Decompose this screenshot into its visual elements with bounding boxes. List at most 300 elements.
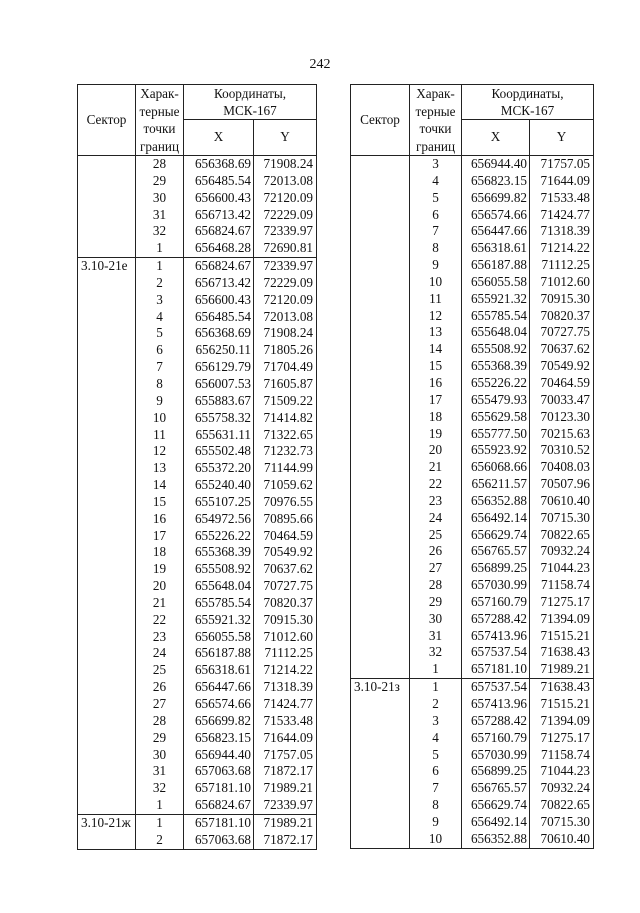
y-coordinate-cell: 71424.77 (254, 696, 317, 713)
x-coordinate-cell: 655648.04 (184, 578, 254, 595)
x-coordinate-cell: 657030.99 (462, 747, 530, 764)
x-coordinate-cell: 655107.25 (184, 494, 254, 511)
y-coordinate-cell: 70932.24 (530, 780, 594, 797)
table-row (78, 325, 317, 342)
header-y: Y (530, 120, 594, 156)
sector-cell (78, 207, 136, 224)
x-coordinate-cell: 655226.22 (184, 528, 254, 545)
table-row (351, 257, 594, 274)
sector-cell (78, 309, 136, 326)
header-coordinates (462, 85, 594, 120)
table-row (78, 679, 317, 696)
table-row (351, 577, 594, 594)
sector-cell (78, 443, 136, 460)
point-number-cell: 4 (136, 309, 184, 326)
y-coordinate-cell: 71515.21 (530, 696, 594, 713)
sector-cell (351, 341, 410, 358)
y-coordinate-cell: 70715.30 (530, 510, 594, 527)
y-coordinate-cell: 72013.08 (254, 309, 317, 326)
point-number-cell: 13 (136, 460, 184, 477)
table-row (351, 644, 594, 661)
sector-cell (351, 730, 410, 747)
point-number-cell: 21 (410, 459, 462, 476)
sector-cell (78, 679, 136, 696)
point-number-cell: 25 (136, 662, 184, 679)
header-boundary-points (136, 85, 184, 156)
point-number-cell: 11 (136, 427, 184, 444)
header-sector: Сектор (78, 85, 136, 156)
x-coordinate-cell: 655923.92 (462, 442, 530, 459)
sector-cell (78, 173, 136, 190)
sector-cell (78, 662, 136, 679)
y-coordinate-cell: 70637.62 (530, 341, 594, 358)
y-coordinate-cell: 71322.65 (254, 427, 317, 444)
table-row (78, 645, 317, 662)
point-number-cell: 15 (136, 494, 184, 511)
y-coordinate-cell: 71805.26 (254, 342, 317, 359)
x-coordinate-cell: 654972.56 (184, 511, 254, 528)
y-coordinate-cell: 72013.08 (254, 173, 317, 190)
table-row (78, 814, 317, 831)
sector-cell (78, 275, 136, 292)
sector-cell (351, 207, 410, 224)
x-coordinate-cell: 656211.57 (462, 476, 530, 493)
sector-cell (78, 578, 136, 595)
x-coordinate-cell: 656899.25 (462, 560, 530, 577)
sector-cell (351, 527, 410, 544)
sector-cell (351, 780, 410, 797)
point-number-cell: 3 (410, 156, 462, 173)
x-coordinate-cell: 656368.69 (184, 156, 254, 173)
table-row (78, 544, 317, 561)
sector-cell (78, 494, 136, 511)
point-number-cell: 7 (410, 780, 462, 797)
point-number-cell: 6 (410, 207, 462, 224)
x-coordinate-cell: 656352.88 (462, 831, 530, 848)
sector-cell (78, 696, 136, 713)
y-coordinate-cell: 71318.39 (530, 223, 594, 240)
point-number-cell: 30 (136, 190, 184, 207)
header-points-line: границ (415, 138, 456, 154)
point-number-cell: 18 (410, 409, 462, 426)
table-row (351, 611, 594, 628)
x-coordinate-cell: 657160.79 (462, 730, 530, 747)
table-row (351, 190, 594, 207)
sector-cell (351, 644, 410, 661)
header-points-line: точки (419, 121, 452, 136)
sector-cell (78, 477, 136, 494)
y-coordinate-cell: 70610.40 (530, 493, 594, 510)
table-row (351, 156, 594, 173)
header-coordinates-line: Координаты, (213, 86, 286, 101)
sector-cell (351, 763, 410, 780)
x-coordinate-cell: 657063.68 (184, 763, 254, 780)
x-coordinate-cell: 655368.39 (184, 544, 254, 561)
table-row (78, 443, 317, 460)
point-number-cell: 9 (136, 393, 184, 410)
sector-cell (78, 544, 136, 561)
sector-cell (78, 797, 136, 814)
point-number-cell: 22 (136, 612, 184, 629)
x-coordinate-cell: 657288.42 (462, 713, 530, 730)
y-coordinate-cell: 71989.21 (530, 661, 594, 678)
point-number-cell: 32 (136, 780, 184, 797)
point-number-cell: 15 (410, 358, 462, 375)
header-coordinates-line: Координаты, (491, 86, 564, 101)
y-coordinate-cell: 70727.75 (254, 578, 317, 595)
x-coordinate-cell: 656574.66 (184, 696, 254, 713)
point-number-cell: 1 (136, 258, 184, 275)
point-number-cell: 18 (136, 544, 184, 561)
table-row (351, 493, 594, 510)
point-number-cell: 10 (410, 274, 462, 291)
point-number-cell: 17 (410, 392, 462, 409)
sector-cell (351, 409, 410, 426)
y-coordinate-cell: 71044.23 (530, 763, 594, 780)
y-coordinate-cell: 72339.97 (254, 258, 317, 275)
x-coordinate-cell: 656187.88 (184, 645, 254, 662)
y-coordinate-cell: 71908.24 (254, 325, 317, 342)
x-coordinate-cell: 657413.96 (462, 628, 530, 645)
sector-cell (351, 713, 410, 730)
table-row (78, 629, 317, 646)
x-coordinate-cell: 655921.32 (184, 612, 254, 629)
x-coordinate-cell: 656824.67 (184, 258, 254, 275)
sector-cell (351, 223, 410, 240)
table-row (78, 797, 317, 814)
x-coordinate-cell: 655785.54 (184, 595, 254, 612)
sector-cell (78, 240, 136, 257)
sector-cell (78, 342, 136, 359)
table-row (78, 832, 317, 849)
header-coordinates (184, 85, 317, 120)
table-row (78, 342, 317, 359)
header-x: X (462, 120, 530, 156)
sector-cell (351, 543, 410, 560)
y-coordinate-cell: 71158.74 (530, 747, 594, 764)
y-coordinate-cell: 71704.49 (254, 359, 317, 376)
x-coordinate-cell: 656600.43 (184, 292, 254, 309)
sector-cell (351, 358, 410, 375)
x-coordinate-cell: 656468.28 (184, 240, 254, 257)
x-coordinate-cell: 656944.40 (184, 747, 254, 764)
point-number-cell: 28 (136, 156, 184, 173)
sector-cell (78, 645, 136, 662)
point-number-cell: 30 (410, 611, 462, 628)
sector-cell (351, 696, 410, 713)
y-coordinate-cell: 70976.55 (254, 494, 317, 511)
sector-cell: 3.10-21ж (78, 814, 136, 831)
point-number-cell: 10 (410, 831, 462, 848)
y-coordinate-cell: 71214.22 (254, 662, 317, 679)
point-number-cell: 3 (136, 292, 184, 309)
point-number-cell: 31 (410, 628, 462, 645)
point-number-cell: 11 (410, 291, 462, 308)
point-number-cell: 1 (410, 661, 462, 678)
y-coordinate-cell: 70822.65 (530, 527, 594, 544)
table-row (78, 696, 317, 713)
header-coordinates-line: МСК-167 (223, 103, 277, 118)
x-coordinate-cell: 656068.66 (462, 459, 530, 476)
table-row (78, 393, 317, 410)
x-coordinate-cell: 656823.15 (184, 730, 254, 747)
point-number-cell: 23 (410, 493, 462, 510)
x-coordinate-cell: 656824.67 (184, 797, 254, 814)
sector-cell (78, 359, 136, 376)
x-coordinate-cell: 656600.43 (184, 190, 254, 207)
sector-cell (78, 528, 136, 545)
table-row (351, 543, 594, 560)
sector-cell (78, 713, 136, 730)
table-row (351, 375, 594, 392)
table-row (78, 309, 317, 326)
point-number-cell: 5 (136, 325, 184, 342)
y-coordinate-cell: 70549.92 (530, 358, 594, 375)
y-coordinate-cell: 71012.60 (254, 629, 317, 646)
y-coordinate-cell: 70610.40 (530, 831, 594, 848)
y-coordinate-cell: 71144.99 (254, 460, 317, 477)
point-number-cell: 1 (136, 240, 184, 257)
point-number-cell: 27 (410, 560, 462, 577)
table-row (78, 207, 317, 224)
table-row (351, 341, 594, 358)
sector-cell (351, 173, 410, 190)
header-points-line: границ (139, 138, 180, 154)
table-row (78, 190, 317, 207)
y-coordinate-cell: 70895.66 (254, 511, 317, 528)
y-coordinate-cell: 71638.43 (530, 644, 594, 661)
y-coordinate-cell: 70820.37 (254, 595, 317, 612)
sector-cell (78, 595, 136, 612)
x-coordinate-cell: 656129.79 (184, 359, 254, 376)
table-row (351, 527, 594, 544)
y-coordinate-cell: 72339.97 (254, 223, 317, 240)
x-coordinate-cell: 657160.79 (462, 594, 530, 611)
x-coordinate-cell: 656699.82 (462, 190, 530, 207)
sector-cell (351, 814, 410, 831)
y-coordinate-cell: 71644.09 (254, 730, 317, 747)
x-coordinate-cell: 655240.40 (184, 477, 254, 494)
point-number-cell: 30 (136, 747, 184, 764)
table-row (78, 511, 317, 528)
point-number-cell: 28 (410, 577, 462, 594)
y-coordinate-cell: 71044.23 (530, 560, 594, 577)
table-row (78, 156, 317, 173)
y-coordinate-cell: 70822.65 (530, 797, 594, 814)
table-row (78, 763, 317, 780)
x-coordinate-cell: 656629.74 (462, 527, 530, 544)
table-row (351, 291, 594, 308)
y-coordinate-cell: 70123.30 (530, 409, 594, 426)
y-coordinate-cell: 70915.30 (530, 291, 594, 308)
header-points-line: Харак- (140, 86, 179, 101)
sector-cell (351, 426, 410, 443)
point-number-cell: 12 (136, 443, 184, 460)
table-row (351, 308, 594, 325)
point-number-cell: 1 (136, 797, 184, 814)
sector-cell (351, 476, 410, 493)
table-row (78, 427, 317, 444)
x-coordinate-cell: 655883.67 (184, 393, 254, 410)
table-row (351, 426, 594, 443)
y-coordinate-cell: 71605.87 (254, 376, 317, 393)
y-coordinate-cell: 71509.22 (254, 393, 317, 410)
table-row (78, 410, 317, 427)
header-points-line: Харак- (416, 86, 455, 101)
point-number-cell: 9 (410, 257, 462, 274)
x-coordinate-cell: 657537.54 (462, 679, 530, 696)
x-coordinate-cell: 656318.61 (184, 662, 254, 679)
x-coordinate-cell: 656899.25 (462, 763, 530, 780)
table-row (78, 173, 317, 190)
sector-cell (78, 410, 136, 427)
point-number-cell: 19 (136, 561, 184, 578)
point-number-cell: 29 (410, 594, 462, 611)
table-row (78, 376, 317, 393)
y-coordinate-cell: 71638.43 (530, 679, 594, 696)
y-coordinate-cell: 70820.37 (530, 308, 594, 325)
sector-cell (351, 274, 410, 291)
sector-cell (351, 291, 410, 308)
point-number-cell: 4 (410, 730, 462, 747)
point-number-cell: 32 (136, 223, 184, 240)
table-row (78, 662, 317, 679)
sector-cell: 3.10-21е (78, 258, 136, 275)
x-coordinate-cell: 656485.54 (184, 173, 254, 190)
sector-cell (351, 577, 410, 594)
y-coordinate-cell: 71757.05 (530, 156, 594, 173)
point-number-cell: 12 (410, 308, 462, 325)
y-coordinate-cell: 71214.22 (530, 240, 594, 257)
x-coordinate-cell: 656368.69 (184, 325, 254, 342)
table-row (78, 258, 317, 275)
x-coordinate-cell: 656574.66 (462, 207, 530, 224)
point-number-cell: 24 (136, 645, 184, 662)
y-coordinate-cell: 70033.47 (530, 392, 594, 409)
sector-cell (78, 763, 136, 780)
y-coordinate-cell: 70727.75 (530, 324, 594, 341)
sector-cell (351, 510, 410, 527)
y-coordinate-cell: 71533.48 (530, 190, 594, 207)
y-coordinate-cell: 70915.30 (254, 612, 317, 629)
point-number-cell: 24 (410, 510, 462, 527)
y-coordinate-cell: 72339.97 (254, 797, 317, 814)
x-coordinate-cell: 656699.82 (184, 713, 254, 730)
y-coordinate-cell: 71989.21 (254, 780, 317, 797)
x-coordinate-cell: 656824.67 (184, 223, 254, 240)
x-coordinate-cell: 657537.54 (462, 644, 530, 661)
x-coordinate-cell: 656447.66 (184, 679, 254, 696)
sector-cell (351, 594, 410, 611)
y-coordinate-cell: 71112.25 (530, 257, 594, 274)
header-points-line: точки (143, 121, 176, 136)
y-coordinate-cell: 70715.30 (530, 814, 594, 831)
sector-cell (78, 376, 136, 393)
y-coordinate-cell: 72690.81 (254, 240, 317, 257)
y-coordinate-cell: 71275.17 (530, 594, 594, 611)
sector-cell (351, 459, 410, 476)
table-row (351, 594, 594, 611)
point-number-cell: 8 (410, 240, 462, 257)
table-row (351, 442, 594, 459)
x-coordinate-cell: 656007.53 (184, 376, 254, 393)
x-coordinate-cell: 655785.54 (462, 308, 530, 325)
x-coordinate-cell: 655758.32 (184, 410, 254, 427)
x-coordinate-cell: 655502.48 (184, 443, 254, 460)
sector-cell (351, 442, 410, 459)
header-points-line: терные (415, 103, 456, 119)
table-row (78, 780, 317, 797)
point-number-cell: 25 (410, 527, 462, 544)
sector-cell (351, 257, 410, 274)
point-number-cell: 32 (410, 644, 462, 661)
point-number-cell: 8 (410, 797, 462, 814)
y-coordinate-cell: 71275.17 (530, 730, 594, 747)
x-coordinate-cell: 655508.92 (184, 561, 254, 578)
y-coordinate-cell: 70464.59 (254, 528, 317, 545)
point-number-cell: 7 (136, 359, 184, 376)
sector-cell (351, 156, 410, 173)
table-row (351, 560, 594, 577)
x-coordinate-cell: 656485.54 (184, 309, 254, 326)
sector-cell (351, 560, 410, 577)
sector-cell (351, 375, 410, 392)
y-coordinate-cell: 71757.05 (254, 747, 317, 764)
sector-cell (351, 308, 410, 325)
table-row (351, 679, 594, 696)
sector-cell (351, 831, 410, 848)
point-number-cell: 9 (410, 814, 462, 831)
table-row (78, 578, 317, 595)
y-coordinate-cell: 70932.24 (530, 543, 594, 560)
point-number-cell: 26 (136, 679, 184, 696)
sector-cell (78, 511, 136, 528)
y-coordinate-cell: 72229.09 (254, 275, 317, 292)
sector-cell (351, 190, 410, 207)
table-row (78, 240, 317, 257)
y-coordinate-cell: 71394.09 (530, 713, 594, 730)
sector-cell (351, 628, 410, 645)
x-coordinate-cell: 656944.40 (462, 156, 530, 173)
table-row (78, 595, 317, 612)
point-number-cell: 8 (136, 376, 184, 393)
header-x: X (184, 120, 254, 156)
y-coordinate-cell: 71424.77 (530, 207, 594, 224)
point-number-cell: 5 (410, 190, 462, 207)
x-coordinate-cell: 656765.57 (462, 780, 530, 797)
sector-cell (78, 393, 136, 410)
x-coordinate-cell: 656447.66 (462, 223, 530, 240)
coordinates-table-right (350, 84, 594, 849)
point-number-cell: 2 (136, 275, 184, 292)
x-coordinate-cell: 656629.74 (462, 797, 530, 814)
sector-cell (78, 832, 136, 849)
table-row (351, 628, 594, 645)
x-coordinate-cell: 657181.10 (184, 780, 254, 797)
table-row (351, 324, 594, 341)
table-row (78, 292, 317, 309)
table-row (78, 730, 317, 747)
table-row (351, 661, 594, 678)
y-coordinate-cell: 71908.24 (254, 156, 317, 173)
y-coordinate-cell: 70507.96 (530, 476, 594, 493)
point-number-cell: 20 (410, 442, 462, 459)
table-row (78, 359, 317, 376)
x-coordinate-cell: 655372.20 (184, 460, 254, 477)
sector-cell (78, 747, 136, 764)
y-coordinate-cell: 70637.62 (254, 561, 317, 578)
header-sector: Сектор (351, 85, 410, 156)
